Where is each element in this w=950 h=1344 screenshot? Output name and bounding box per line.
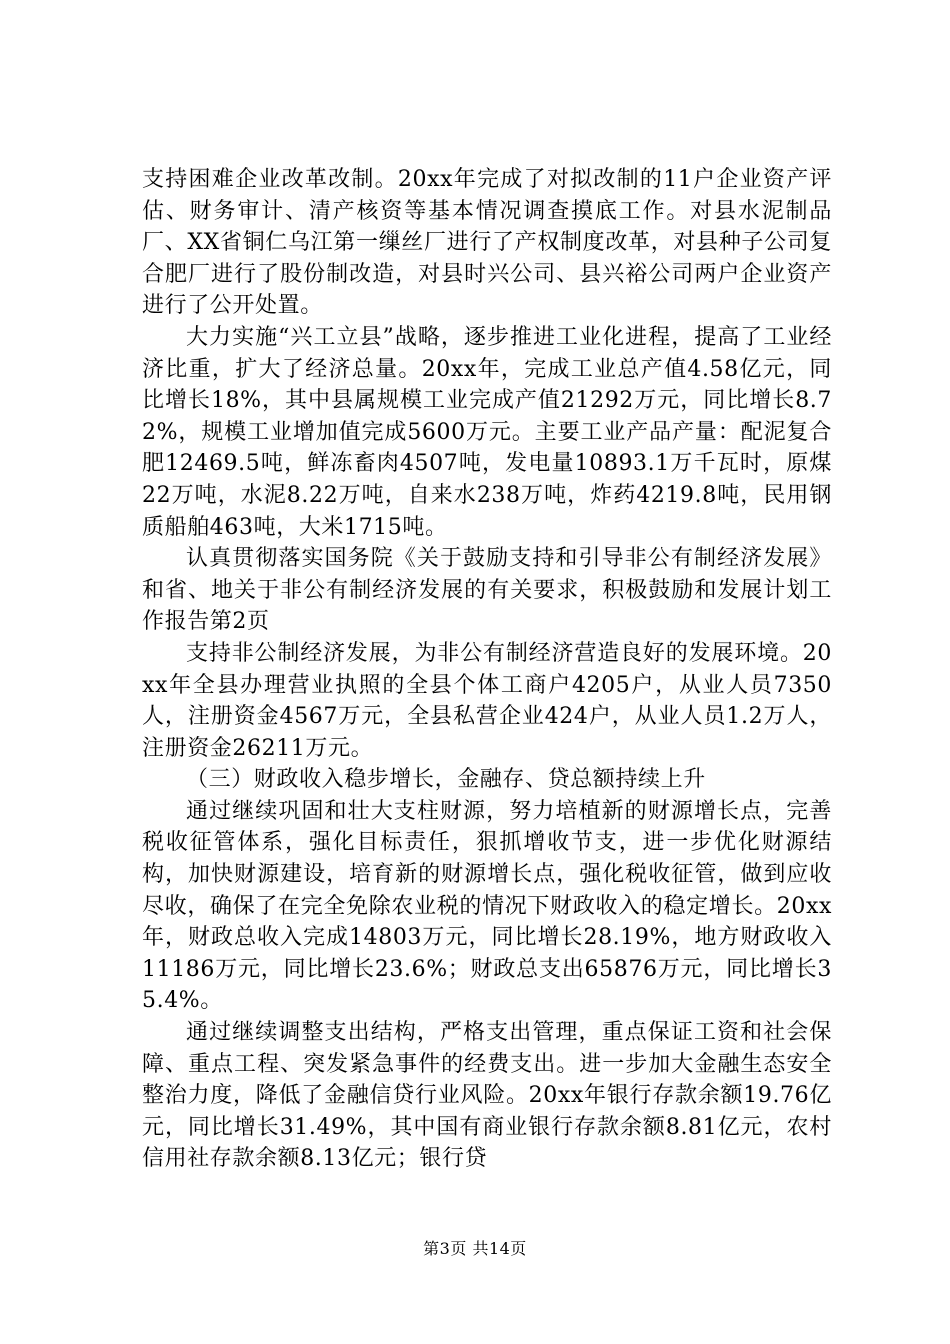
paragraph-financial-deposits: 通过继续调整支出结构，严格支出管理，重点保证工资和社会保障、重点工程、突发紧急事件的经费支出。进一步加大金融生态安全整治力度，降低了金融信贷行业风险。20xx年银行存款余额19.76亿元，同比增长31.49%，其中国有商业银行存款余额8.81亿元，农村信用社存款余额8.13亿元；银行贷: [142, 1020, 832, 1172]
document-body: [142, 164, 832, 1175]
paragraph-non-public-economy-stats: 支持非公制经济发展，为非公有制经济营造良好的发展环境。20xx年全县办理营业执照的全县个体工商户4205户，从业人员7350人，注册资金4567万元，全县私营企业424户，从业人员1.2万人，注册资金26211万元。: [142, 640, 832, 761]
paragraph-fiscal-revenue: 通过继续巩固和壮大支柱财源，努力培植新的财源增长点，完善税收征管体系，强化目标责任，狠抓增收节支，进一步优化财源结构，加快财源建设，培育新的财源增长点，强化税收征管，做到应收尽收，确保了在完全免除农业税的情况下财政收入的稳定增长。20xx年，财政总收入完成14803万元，同比增长28.19%，地方财政收入11186万元，同比增长23.6%；财政总支出65876万元，同比增长35.4%。: [142, 798, 832, 1014]
paragraph-industrial-strategy: 大力实施“兴工立县”战略，逐步推进工业化进程，提高了工业经济比重，扩大了经济总量。20xx年，完成工业总产值4.58亿元，同比增长18%，其中县属规模工业完成产值21292万元，同比增长8.72%，规模工业增加值完成5600万元。主要工业产品产量：配泥复合肥12469.5吨，鲜冻畜肉4507吨，发电量10893.1万千瓦时，原煤22万吨，水泥8.22万吨，自来水238万吨，炸药4219.8吨，民用钢质船舶463吨，大米1715吨。: [142, 324, 832, 540]
page-footer: 第3页 共14页: [423, 1239, 527, 1258]
paragraph-non-public-economy-policy: 认真贯彻落实国务院《关于鼓励支持和引导非公有制经济发展》和省、地关于非公有制经济发展的有关要求，积极鼓励和发展计划工作报告第2页: [142, 546, 832, 635]
section-heading-finance: （三）财政收入稳步增长，金融存、贷总额持续上升: [186, 767, 706, 793]
paragraph-enterprise-reform: 支持困难企业改革改制。20xx年完成了对拟改制的11户企业资产评估、财务审计、清产核资等基本情况调查摸底工作。对县水泥制品厂、XX省铜仁乌江第一缫丝厂进行了产权制度改革，对县种子公司复合肥厂进行了股份制改造，对县时兴公司、县兴裕公司两户企业资产进行了公开处置。: [142, 167, 832, 319]
